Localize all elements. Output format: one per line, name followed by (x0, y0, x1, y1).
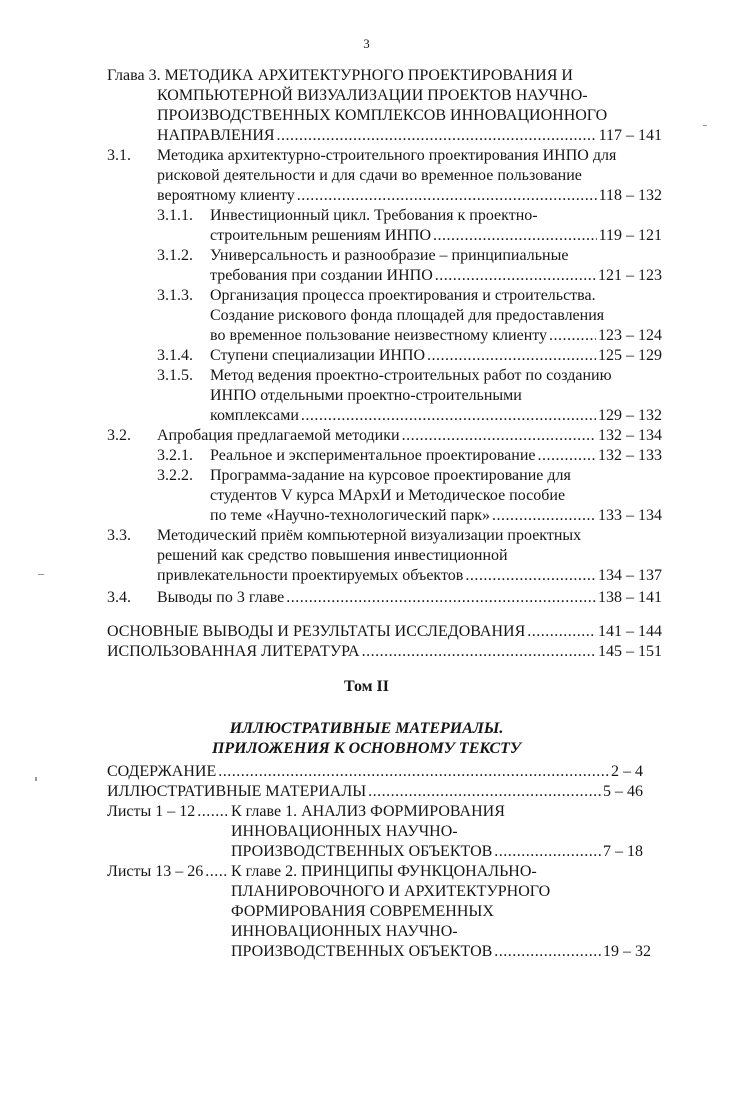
toc-entry-text: ПРОИЗВОДСТВЕННЫХ ОБЪЕКТОВ (231, 943, 493, 960)
page-number: 3 (363, 36, 370, 51)
toc-entry-illustrative (107, 782, 643, 802)
dot-leader (494, 842, 601, 862)
section-number-3-1: 3.1. (107, 147, 131, 164)
section-3-1-2-line1: Универсальность и разнообразие – принципиальные (210, 247, 569, 264)
toc-entry-text: вероятному клиенту (157, 187, 295, 204)
toc-entry-text: Выводы по 3 главе (157, 589, 285, 606)
dot-leader (297, 186, 597, 206)
dot-leader (549, 326, 596, 346)
toc-page-range: 132 – 134 (598, 427, 662, 444)
sheets-2-line3: ФОРМИРОВАНИЯ СОВРЕМЕННЫХ (231, 903, 494, 920)
section-number-3-1-1: 3.1.1. (157, 207, 193, 224)
toc-entry-3-4 (157, 588, 662, 608)
toc-entry-chapter3 (157, 126, 662, 146)
toc-entry-sheets-2 (231, 942, 651, 962)
toc-page-range: 117 – 141 (598, 127, 662, 144)
toc-entry-text: НАПРАВЛЕНИЯ (157, 127, 275, 144)
toc-entry-3-1-5 (210, 406, 662, 426)
toc-entry-text: ПРОИЗВОДСТВЕННЫХ ОБЪЕКТОВ (231, 843, 493, 860)
toc-entry-text: строительным решениям ИНПО (210, 227, 432, 244)
section-number-3-3: 3.3. (107, 527, 131, 544)
toc-entry-text: по теме «Научно-технологический парк» (210, 507, 490, 524)
volume-heading-line1: ИЛЛЮСТРАТИВНЫЕ МАТЕРИАЛЫ. (229, 720, 504, 737)
toc-page-range: 145 – 151 (598, 643, 662, 660)
toc-page-range: 121 – 123 (598, 267, 662, 284)
toc-entry-3-1-4 (210, 346, 662, 366)
scan-mark (38, 574, 44, 575)
dot-leader (218, 762, 609, 782)
section-number-3-4: 3.4. (107, 589, 131, 606)
dot-leader (465, 566, 596, 586)
toc-entry-contents (107, 762, 643, 782)
toc-entry-3-2-1 (210, 446, 662, 466)
volume-title: Том II (344, 678, 389, 695)
dot-leader (368, 782, 601, 802)
toc-entry-text: Ступени специализации ИНПО (210, 347, 426, 364)
dot-leader (433, 226, 597, 246)
toc-entry-text: ОСНОВНЫЕ ВЫВОДЫ И РЕЗУЛЬТАТЫ ИССЛЕДОВАНИЯ (107, 623, 526, 640)
toc-entry-text: ИЛЛЮСТРАТИВНЫЕ МАТЕРИАЛЫ (107, 783, 367, 800)
section-3-1-5-line1: Метод ведения проектно-строительных работ по созданию (210, 367, 612, 384)
dot-leader (362, 642, 596, 662)
dot-leader (286, 588, 596, 608)
section-number-3-1-5: 3.1.5. (157, 367, 193, 384)
section-number-3-2-1: 3.2.1. (157, 447, 193, 464)
dot-leader (277, 126, 597, 146)
sheets-2-line4: ИННОВАЦИОННЫХ НАУЧНО- (231, 923, 458, 940)
dot-leader (538, 446, 596, 466)
toc-page-range: 133 – 134 (598, 507, 662, 524)
toc-entry-text: Апробация предлагаемой методики (157, 427, 400, 444)
scan-mark (35, 777, 37, 781)
sheets-1-line1: К главе 1. АНАЛИЗ ФОРМИРОВАНИЯ (231, 803, 505, 820)
toc-entry-conclusions (107, 622, 662, 642)
sheets-2-line1: К главе 2. ПРИНЦИПЫ ФУНКЦОНАЛЬНО- (231, 863, 537, 880)
sheets-1-line2: ИННОВАЦИОННЫХ НАУЧНО- (231, 823, 458, 840)
dot-leader (402, 426, 596, 446)
section-number-3-2-2: 3.2.2. (157, 467, 193, 484)
toc-entry-3-2-2 (210, 506, 662, 526)
chapter3-title-line3: ПРОИЗВОДСТВЕННЫХ КОМПЛЕКСОВ ИННОВАЦИОННОГО (157, 107, 608, 124)
dot-leader (492, 506, 596, 526)
section-3-1-3-line1: Организация процесса проектирования и строительства. (210, 287, 596, 304)
section-number-3-1-2: 3.1.2. (157, 247, 193, 264)
section-number-3-1-4: 3.1.4. (157, 347, 193, 364)
toc-entry-text: Листы 13 – 26 (107, 863, 204, 880)
toc-entry-3-1-1 (210, 226, 662, 246)
toc-page-range: 5 – 46 (603, 783, 643, 800)
section-3-2-2-line2: студентов V курса МАрхИ и Методическое пособие (210, 487, 566, 504)
toc-entry-sheets-1 (231, 842, 643, 862)
section-3-1-5-line2: ИНПО отдельными проектно-строительными (210, 387, 522, 404)
toc-page-range: 129 – 132 (598, 407, 662, 424)
toc-page-range: 19 – 32 (603, 943, 651, 960)
toc-page-range: 132 – 133 (598, 447, 662, 464)
toc-entry-text: Реальное и экспериментальное проектирование (210, 447, 536, 464)
section-3-1-line2: рисковой деятельности и для сдачи во временное пользование (157, 167, 582, 184)
chapter3-title-line2: КОМПЬЮТЕРНОЙ ВИЗУАЛИЗАЦИИ ПРОЕКТОВ НАУЧНО- (157, 87, 588, 104)
dot-leader (197, 802, 227, 822)
dot-leader (527, 622, 596, 642)
section-3-1-1-line1: Инвестиционный цикл. Требования к проектно- (210, 207, 538, 224)
sheets-2-line2: ПЛАНИРОВОЧНОГО И АРХИТЕКТУРНОГО (231, 883, 551, 900)
scan-mark (703, 125, 707, 126)
toc-entry-3-3 (157, 566, 662, 586)
section-3-2-2-line1: Программа-задание на курсовое проектирование для (210, 467, 571, 484)
dot-leader (494, 942, 601, 962)
toc-entry-3-1-2 (210, 266, 662, 286)
toc-entry-text: Листы 1 – 12 (107, 803, 196, 820)
section-number-3-2: 3.2. (107, 427, 131, 444)
sheets-1-label (107, 802, 229, 822)
toc-page-range: 141 – 144 (598, 623, 662, 640)
toc-page-range: 125 – 129 (598, 347, 662, 364)
section-3-3-line1: Методический приём компьютерной визуализации проектных (157, 527, 582, 544)
dot-leader (301, 406, 596, 426)
toc-page-range: 118 – 132 (598, 187, 662, 204)
toc-entry-literature (107, 642, 662, 662)
toc-entry-text: ИСПОЛЬЗОВАННАЯ ЛИТЕРАТУРА (107, 643, 360, 660)
toc-entry-3-2 (157, 426, 662, 446)
section-number-3-1-3: 3.1.3. (157, 287, 193, 304)
toc-entry-3-1 (157, 186, 662, 206)
toc-page-range: 134 – 137 (598, 567, 662, 584)
toc-entry-text: СОДЕРЖАНИЕ (107, 763, 217, 780)
toc-page-range: 138 – 141 (598, 589, 662, 606)
section-3-3-line2: решений как средство повышения инвестиционной (157, 547, 508, 564)
volume-heading-line2: ПРИЛОЖЕНИЯ К ОСНОВНОМУ ТЕКСТУ (211, 740, 522, 757)
dot-leader (427, 346, 596, 366)
toc-page-range: 7 – 18 (603, 843, 643, 860)
sheets-2-label (107, 862, 229, 882)
toc-page-range: 119 – 121 (598, 227, 662, 244)
section-3-1-line1: Методика архитектурно-строительного проектирования ИНПО для (157, 147, 617, 164)
toc-entry-text: привлекательности проектируемых объектов (157, 567, 464, 584)
chapter3-title-line1: Глава 3. МЕТОДИКА АРХИТЕКТУРНОГО ПРОЕКТИРОВАНИЯ И (107, 67, 573, 84)
toc-entry-text: во временное пользование неизвестному клиенту (210, 327, 548, 344)
dot-leader (205, 862, 227, 882)
toc-entry-3-1-3 (210, 326, 662, 346)
toc-entry-text: комплексами (210, 407, 299, 424)
toc-page-range: 123 – 124 (598, 327, 662, 344)
toc-page-range: 2 – 4 (611, 763, 643, 780)
toc-entry-text: требования при создании ИНПО (210, 267, 433, 284)
section-3-1-3-line2: Создание рискового фонда площадей для предоставления (210, 307, 605, 324)
dot-leader (435, 266, 596, 286)
